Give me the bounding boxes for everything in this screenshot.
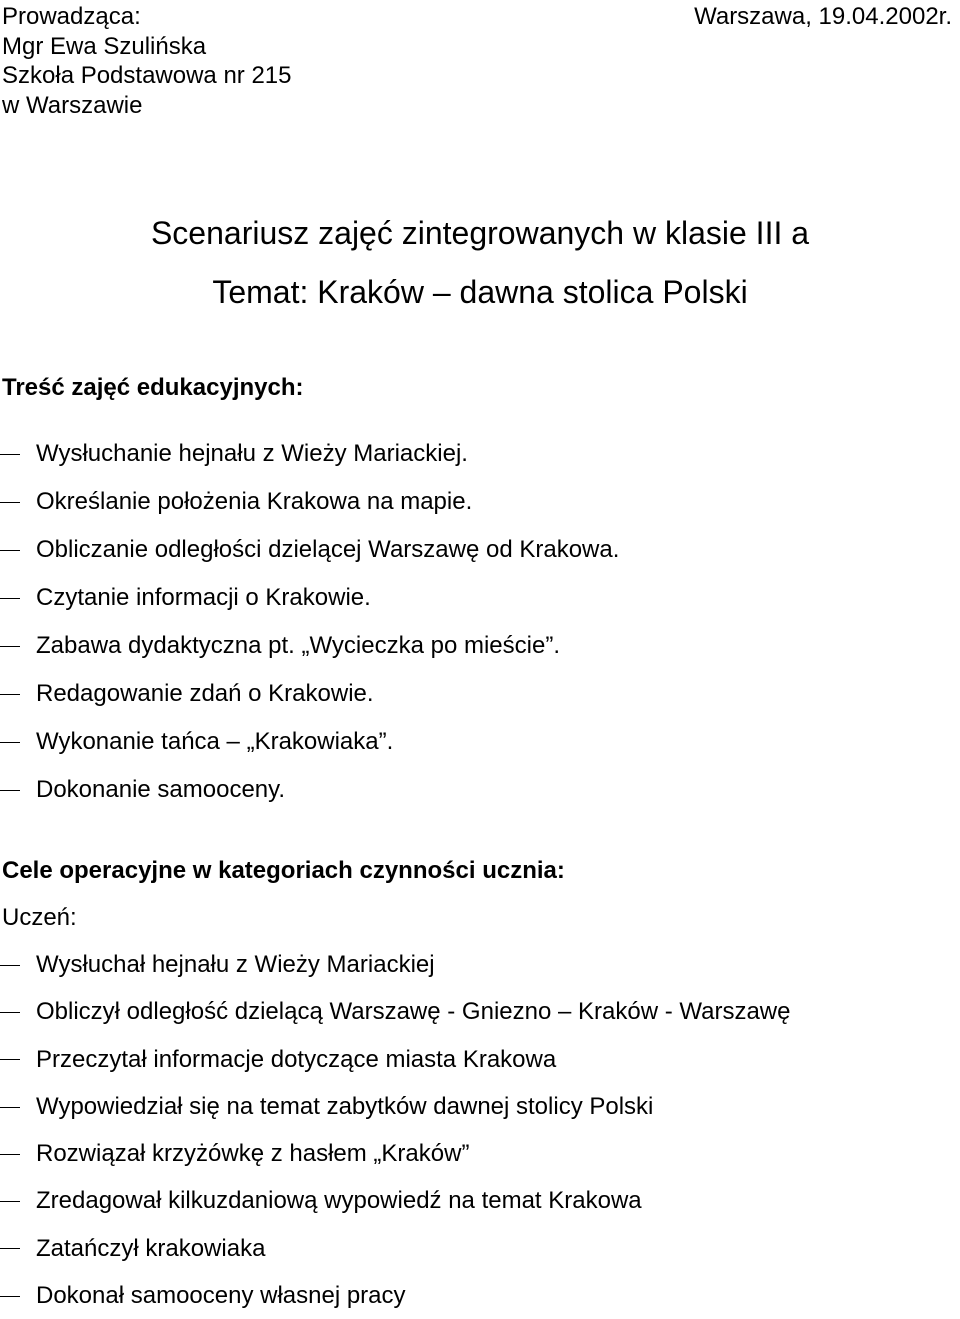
- title-scenario: Scenariusz zajęć zintegrowanych w klasie III a: [150, 215, 810, 251]
- content-list: [0, 430, 960, 814]
- list-item: Wysłuchanie hejnału z Wieży Mariackiej.: [0, 430, 960, 478]
- dash-bullet: [0, 1248, 20, 1249]
- dash-bullet: [0, 598, 20, 599]
- dash-bullet: [0, 1059, 20, 1060]
- list-item: Redagowanie zdań o Krakowie.: [0, 670, 960, 718]
- list-item: Dokonał samooceny własnej pracy: [0, 1272, 960, 1319]
- dash-bullet: [0, 1107, 20, 1108]
- author-name: Mgr Ewa Szulińska: [2, 32, 207, 60]
- list-item: Wypowiedział się na temat zabytków dawnej stolicy Polski: [0, 1083, 960, 1130]
- list-item: Przeczytał informacje dotyczące miasta Krakowa: [0, 1036, 960, 1083]
- dash-bullet: [0, 790, 20, 791]
- list-item: Określanie położenia Krakowa na mapie.: [0, 478, 960, 526]
- list-item: Obliczył odległość dzielącą Warszawę - Gniezno – Kraków - Warszawę: [0, 988, 960, 1035]
- dash-bullet: [0, 1201, 20, 1202]
- list-item: Rozwiązał krzyżówkę z hasłem „Kraków”: [0, 1130, 960, 1177]
- list-item: Zatańczył krakowiaka: [0, 1225, 960, 1272]
- dash-bullet: [0, 1296, 20, 1297]
- document-date: Warszawa, 19.04.2002r.: [694, 3, 952, 30]
- dash-bullet: [0, 646, 20, 647]
- goals-list: [0, 941, 960, 1319]
- author-label: Prowadząca:: [2, 3, 141, 30]
- dash-bullet: [0, 502, 20, 503]
- list-item: Zredagował kilkuzdaniową wypowiedź na temat Krakowa: [0, 1177, 960, 1224]
- document-title: [0, 204, 960, 322]
- dash-bullet: [0, 550, 20, 551]
- school-name: Szkoła Podstawowa nr 215: [2, 62, 292, 89]
- goals-subject: Uczeń:: [2, 904, 77, 931]
- list-item: Zabawa dydaktyczna pt. „Wycieczka po mieście”.: [0, 622, 960, 670]
- title-topic: Temat: Kraków – dawna stolica Polski: [212, 274, 748, 310]
- dash-bullet: [0, 742, 20, 743]
- list-item: Wykonanie tańca – „Krakowiaka”.: [0, 718, 960, 766]
- list-item: Dokonanie samooceny.: [0, 766, 960, 814]
- dash-bullet: [0, 1012, 20, 1013]
- dash-bullet: [0, 965, 20, 966]
- list-item: Obliczanie odległości dzielącej Warszawę od Krakowa.: [0, 526, 960, 574]
- list-item: Czytanie informacji o Krakowie.: [0, 574, 960, 622]
- content-section-heading: Treść zajęć edukacyjnych:: [2, 374, 304, 401]
- list-item: Wysłuchał hejnału z Wieży Mariackiej: [0, 941, 960, 988]
- document-header: [0, 0, 960, 120]
- school-city: w Warszawie: [2, 91, 143, 119]
- dash-bullet: [0, 1154, 20, 1155]
- author-info: [2, 2, 292, 120]
- goals-section-heading: Cele operacyjne w kategoriach czynności ucznia:: [2, 857, 565, 884]
- dash-bullet: [0, 694, 20, 695]
- dash-bullet: [0, 454, 20, 455]
